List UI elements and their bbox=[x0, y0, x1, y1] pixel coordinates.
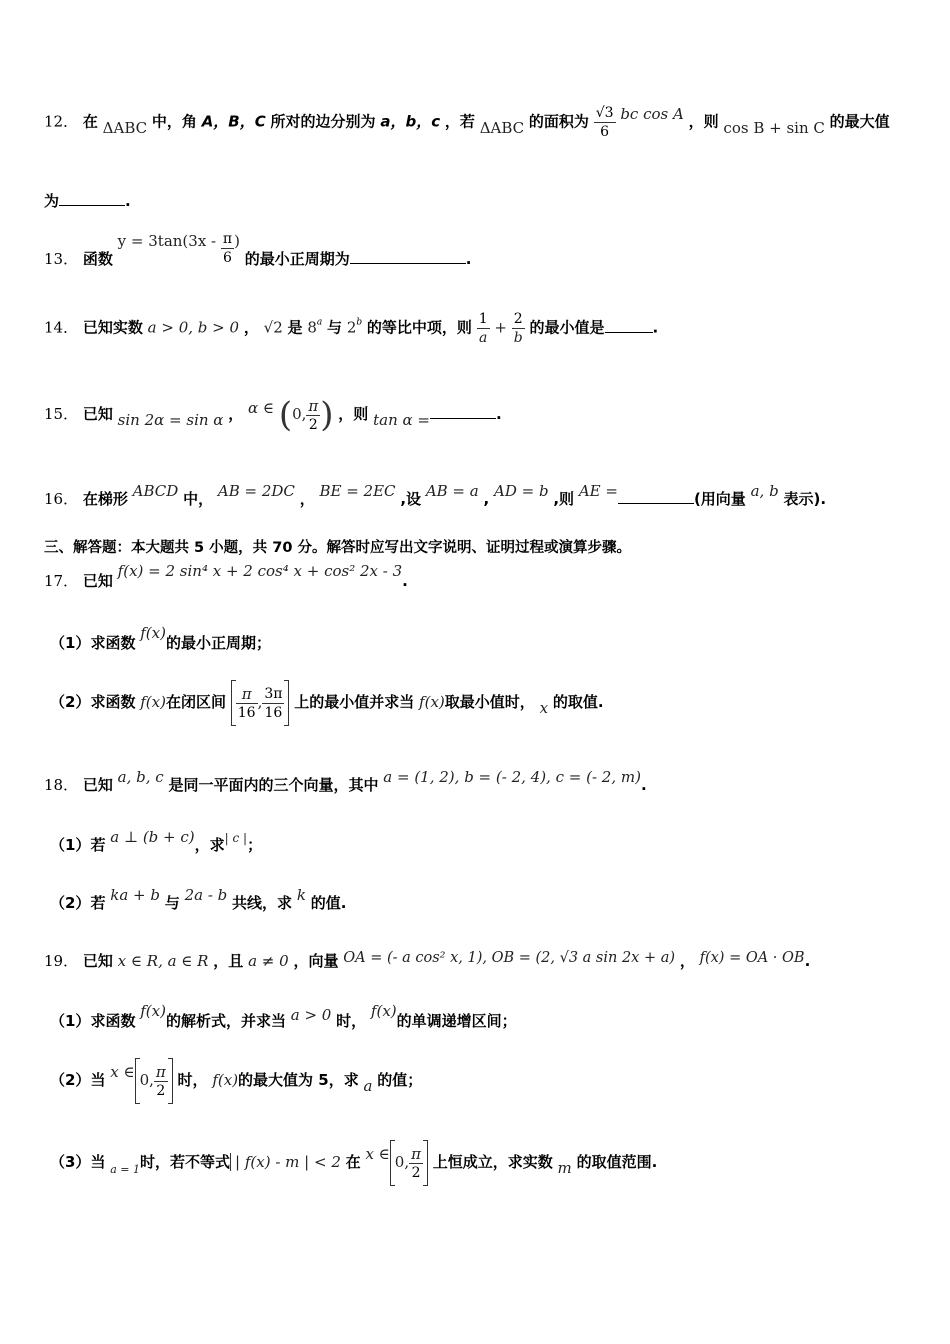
text: 当 bbox=[90, 1153, 106, 1171]
denominator: 2 bbox=[411, 1164, 421, 1181]
fraction bbox=[154, 1063, 168, 1100]
math-triangle: ΔABC bbox=[102, 118, 148, 137]
math-expr: AB = 2DC bbox=[217, 482, 295, 500]
fraction bbox=[477, 310, 490, 347]
text: 函数 bbox=[82, 250, 113, 268]
math-expr: x ∈ bbox=[110, 1063, 135, 1081]
question-number: 19． bbox=[44, 952, 79, 970]
question-number: 14． bbox=[44, 318, 79, 337]
fraction bbox=[512, 310, 525, 347]
question-17 bbox=[44, 560, 408, 590]
text: 的最大值为 5，求 bbox=[238, 1071, 359, 1089]
question-number: 12． bbox=[44, 112, 79, 131]
text: 表示). bbox=[783, 490, 827, 508]
math-expr: f(x) bbox=[140, 624, 166, 642]
math-var: m bbox=[557, 1159, 572, 1177]
math-expr: 0, bbox=[394, 1153, 410, 1171]
part-label: （2） bbox=[50, 894, 91, 912]
text: 与 bbox=[327, 318, 343, 337]
denominator: 6 bbox=[600, 124, 610, 140]
bracket-right bbox=[284, 680, 289, 726]
fraction bbox=[306, 397, 320, 434]
part-label: （2） bbox=[50, 693, 91, 711]
part-label: （1） bbox=[50, 1012, 91, 1030]
math-op: + bbox=[494, 318, 507, 337]
question-number: 18． bbox=[44, 776, 79, 794]
fraction bbox=[236, 685, 258, 722]
fraction bbox=[409, 1145, 423, 1182]
text: 的最小值是 bbox=[529, 318, 605, 337]
math-expr: a ⊥ (b + c) bbox=[110, 828, 195, 846]
text: 时，若不等式 bbox=[140, 1153, 231, 1171]
math-expr: cos B + sin C bbox=[723, 118, 825, 137]
text: 的单调递增区间； bbox=[396, 1012, 517, 1030]
answer-blank[interactable] bbox=[618, 489, 694, 504]
math-expr: ABCD bbox=[132, 482, 179, 500]
numerator: π bbox=[155, 1062, 166, 1081]
text: 已知 bbox=[82, 572, 113, 590]
denominator: 16 bbox=[237, 704, 256, 721]
question-12 bbox=[44, 104, 890, 141]
math-expr: f(x) bbox=[140, 693, 166, 711]
text: . bbox=[652, 318, 659, 337]
paren-left: ( bbox=[278, 395, 293, 435]
numerator: 2 bbox=[512, 310, 525, 329]
text: 的值； bbox=[377, 1071, 423, 1089]
denominator: 16 bbox=[264, 704, 283, 721]
answer-blank[interactable] bbox=[350, 249, 466, 264]
math-expr: a > 0, b > 0 bbox=[147, 318, 240, 337]
text: ； bbox=[247, 836, 263, 854]
fraction bbox=[221, 230, 234, 267]
math-expr: f(x) bbox=[140, 1002, 166, 1020]
question-19 bbox=[44, 946, 811, 970]
part-label: （2） bbox=[50, 1071, 91, 1089]
text: 与 bbox=[164, 894, 180, 912]
math-expr: | c | bbox=[224, 831, 248, 845]
text: 上的最小值并求当 bbox=[294, 693, 415, 711]
text: . bbox=[804, 952, 811, 970]
text: 是 bbox=[287, 318, 303, 337]
text: ，则 bbox=[688, 112, 719, 131]
text: 求函数 bbox=[90, 693, 136, 711]
part-label: （1） bbox=[50, 836, 91, 854]
numerator: 1 bbox=[478, 311, 488, 327]
text: 在梯形 bbox=[82, 490, 128, 508]
math-expr: f(x) = OA · OB bbox=[699, 950, 805, 966]
text: 时， bbox=[177, 1071, 208, 1089]
text: ，向量 bbox=[293, 952, 339, 970]
text: ,设 bbox=[400, 490, 422, 508]
text: 已知实数 bbox=[82, 318, 143, 337]
text: 求函数 bbox=[90, 634, 136, 652]
fraction bbox=[262, 685, 284, 722]
math-expr: ka + b bbox=[110, 886, 160, 904]
text: 若 bbox=[90, 894, 106, 912]
numerator: √3 bbox=[595, 105, 614, 121]
text: 的取值范围. bbox=[576, 1153, 658, 1171]
text: ， bbox=[299, 490, 315, 508]
math-expr: sin 2α = sin α bbox=[117, 411, 224, 429]
question-19-part-3 bbox=[50, 1140, 657, 1186]
question-18-part-2 bbox=[50, 884, 347, 912]
math-expr: 0, bbox=[139, 1071, 154, 1089]
text: 的面积为 bbox=[528, 112, 589, 131]
denominator: a bbox=[479, 330, 488, 346]
math-expr: x ∈ R, a ∈ R bbox=[117, 952, 209, 970]
text: ,则 bbox=[553, 490, 575, 508]
text: 在 bbox=[82, 112, 98, 131]
math-expr: AE = bbox=[578, 482, 618, 500]
math-expr: 0, bbox=[292, 405, 307, 423]
math-expr: 2a - b bbox=[184, 886, 228, 904]
fraction bbox=[594, 104, 616, 141]
text: 为 bbox=[44, 192, 60, 210]
math-expr: bc cos A bbox=[620, 104, 684, 123]
question-13 bbox=[44, 230, 471, 267]
question-15 bbox=[44, 395, 502, 435]
exponent: b bbox=[356, 317, 363, 328]
math-expr: a = (1, 2), b = (- 2, 4), c = (- 2, m) bbox=[383, 768, 641, 786]
part-label: （3） bbox=[50, 1153, 91, 1171]
text: 取最小值时， bbox=[444, 693, 535, 711]
bracket-right bbox=[423, 1140, 428, 1186]
text: 中，角 bbox=[151, 112, 197, 131]
math-triangle: ΔABC bbox=[479, 118, 525, 137]
question-18-part-1 bbox=[50, 826, 263, 854]
denominator: 2 bbox=[308, 416, 318, 433]
math-expr: f(x) bbox=[370, 1002, 397, 1020]
math-expr: a, b, c bbox=[117, 768, 164, 786]
math-expr: tan α = bbox=[373, 411, 430, 429]
text: 当 bbox=[90, 1071, 106, 1089]
math-var: a bbox=[363, 1077, 373, 1095]
math-expr: y = 3tan(3x - bbox=[117, 232, 217, 250]
text: , bbox=[483, 490, 490, 508]
part-label: （1） bbox=[50, 634, 91, 652]
math-expr: f(x) bbox=[419, 693, 445, 711]
bracket-right bbox=[168, 1058, 173, 1104]
text: 若 bbox=[90, 836, 106, 854]
numerator: π bbox=[411, 1144, 421, 1163]
paren-right: ) bbox=[320, 395, 334, 435]
text: 的解析式，并求当 bbox=[165, 1012, 286, 1030]
exponent: a bbox=[316, 317, 323, 328]
text: 共线，求 bbox=[232, 894, 293, 912]
question-19-part-1 bbox=[50, 1000, 517, 1030]
question-12-cont bbox=[44, 190, 131, 211]
math-expr: a = 1 bbox=[110, 1163, 141, 1176]
math-expr: ) bbox=[234, 232, 240, 250]
question-19-part-2 bbox=[50, 1058, 422, 1104]
text: . bbox=[125, 192, 131, 210]
math-sqrt: √2 bbox=[263, 318, 283, 337]
answer-blank[interactable] bbox=[59, 191, 125, 206]
text: 的值. bbox=[310, 894, 347, 912]
math-expr: f(x) = 2 sin⁴ x + 2 cos⁴ x + cos² 2x - 3 bbox=[117, 562, 403, 580]
text: 是同一平面内的三个向量，其中 bbox=[168, 776, 379, 794]
text: ，若 bbox=[444, 112, 475, 131]
text: 求函数 bbox=[90, 1012, 136, 1030]
text: 的等比中项，则 bbox=[366, 318, 472, 337]
math-expr: f(x) bbox=[212, 1071, 239, 1089]
numerator: 3π bbox=[264, 685, 283, 702]
question-number: 15． bbox=[44, 405, 79, 423]
text: ，且 bbox=[213, 952, 244, 970]
denominator: 2 bbox=[156, 1082, 166, 1099]
text: . bbox=[402, 572, 408, 590]
text: 的最小正周期； bbox=[165, 634, 271, 652]
math-expr: AB = a bbox=[425, 482, 479, 500]
text: . bbox=[640, 776, 647, 794]
question-17-part-2 bbox=[50, 680, 604, 726]
question-number: 16． bbox=[44, 490, 79, 508]
text: 的取值. bbox=[552, 693, 604, 711]
denominator: 6 bbox=[223, 250, 232, 266]
text: ， bbox=[243, 318, 259, 337]
text: 已知 bbox=[82, 952, 113, 970]
text: 上恒成立，求实数 bbox=[432, 1153, 553, 1171]
text: ，则 bbox=[338, 405, 369, 423]
text: ， bbox=[228, 405, 244, 423]
text: 已知 bbox=[82, 405, 113, 423]
denominator: b bbox=[513, 330, 523, 346]
text: ， bbox=[679, 952, 695, 970]
math-op: , bbox=[257, 693, 263, 711]
math-power: 2 bbox=[346, 318, 357, 337]
numerator: π bbox=[308, 396, 319, 415]
question-16 bbox=[44, 480, 827, 508]
text: 在 bbox=[345, 1153, 361, 1171]
answer-blank[interactable] bbox=[605, 318, 653, 333]
text: . bbox=[465, 250, 472, 268]
math-expr: BE = 2EC bbox=[319, 482, 396, 500]
question-number: 17． bbox=[44, 572, 79, 590]
text: . bbox=[495, 405, 502, 423]
math-expr: | f(x) - m | < 2 bbox=[230, 1153, 341, 1171]
question-17-part-1 bbox=[50, 622, 271, 652]
answer-blank[interactable] bbox=[430, 404, 496, 419]
question-14 bbox=[44, 310, 658, 347]
math-expr: a, b bbox=[750, 482, 779, 500]
math-expr: AD = b bbox=[493, 482, 549, 500]
section-heading bbox=[44, 536, 631, 557]
math-expr: α ∈ bbox=[248, 399, 275, 417]
section-title: 三、解答题：本大题共 5 小题，共 70 分。解答时应写出文字说明、证明过程或演算步骤。 bbox=[44, 540, 631, 556]
text: 在闭区间 bbox=[165, 693, 226, 711]
text: 时， bbox=[336, 1012, 367, 1030]
math-var: x bbox=[539, 699, 549, 717]
text: A，B，C bbox=[201, 112, 266, 131]
text: a，b，c bbox=[380, 112, 441, 131]
question-18 bbox=[44, 766, 647, 794]
text: 已知 bbox=[82, 776, 113, 794]
math-power: 8 bbox=[307, 318, 317, 337]
numerator: π bbox=[236, 685, 258, 704]
text: 的最小正周期为 bbox=[244, 250, 350, 268]
question-number: 13． bbox=[44, 250, 79, 268]
math-expr: x ∈ bbox=[365, 1145, 390, 1163]
math-expr: OA = (- a cos² x, 1), OB = (2, √3 a sin 2x + a) bbox=[343, 950, 676, 966]
numerator: π bbox=[222, 231, 233, 247]
text: 中， bbox=[183, 490, 214, 508]
text: (用向量 bbox=[693, 490, 746, 508]
text: 的最大值 bbox=[829, 112, 890, 131]
math-expr: a ≠ 0 bbox=[248, 952, 289, 970]
text: ，求 bbox=[194, 836, 225, 854]
text: 所对的边分别为 bbox=[270, 112, 376, 131]
math-var: k bbox=[296, 886, 306, 904]
math-expr: a > 0 bbox=[290, 1006, 332, 1024]
